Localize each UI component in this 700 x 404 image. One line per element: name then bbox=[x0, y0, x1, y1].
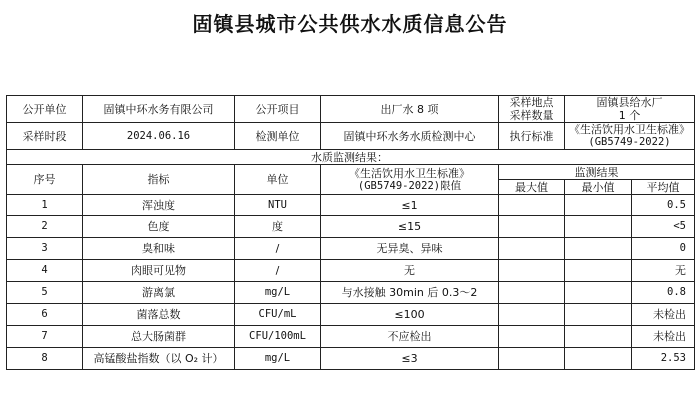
row-min bbox=[565, 216, 632, 238]
sampling-values bbox=[565, 96, 695, 123]
section-row bbox=[7, 150, 695, 165]
row-unit: / bbox=[235, 238, 321, 260]
standard-label: 执行标准 bbox=[499, 123, 565, 150]
row-index: 2 bbox=[7, 216, 83, 238]
row-min bbox=[565, 348, 632, 370]
row-indicator: 游离氯 bbox=[83, 282, 235, 304]
row-indicator: 浑浊度 bbox=[83, 195, 235, 216]
section-title: 水质监测结果： bbox=[7, 150, 695, 165]
row-avg: 无 bbox=[632, 260, 695, 282]
row-index: 5 bbox=[7, 282, 83, 304]
row-index: 8 bbox=[7, 348, 83, 370]
row-index: 6 bbox=[7, 304, 83, 326]
row-index: 4 bbox=[7, 260, 83, 282]
row-indicator: 肉眼可见物 bbox=[83, 260, 235, 282]
unit-label: 公开单位 bbox=[7, 96, 83, 123]
row-avg: 0 bbox=[632, 238, 695, 260]
time-value: 2024.06.16 bbox=[83, 123, 235, 150]
header-index: 序号 bbox=[7, 165, 83, 195]
row-max bbox=[499, 282, 565, 304]
row-min bbox=[565, 304, 632, 326]
test-unit-value: 固镇中环水务水质检测中心 bbox=[321, 123, 499, 150]
row-limit: ≤100 bbox=[321, 304, 499, 326]
header-row-1 bbox=[7, 165, 695, 180]
header-max: 最大值 bbox=[499, 180, 565, 195]
row-unit: CFU/mL bbox=[235, 304, 321, 326]
sampling-place-value: 固镇县给水厂 bbox=[596, 96, 663, 109]
table-row bbox=[7, 216, 695, 238]
project-value: 出厂水 8 项 bbox=[321, 96, 499, 123]
row-max bbox=[499, 304, 565, 326]
row-limit: ≤15 bbox=[321, 216, 499, 238]
header-min: 最小值 bbox=[565, 180, 632, 195]
header-limit bbox=[321, 165, 499, 195]
row-avg: 未检出 bbox=[632, 326, 695, 348]
header-avg: 平均值 bbox=[632, 180, 695, 195]
table-row bbox=[7, 282, 695, 304]
row-indicator: 臭和味 bbox=[83, 238, 235, 260]
sampling-place-label: 采样地点 bbox=[509, 96, 554, 109]
row-limit: 不应检出 bbox=[321, 326, 499, 348]
table-row bbox=[7, 238, 695, 260]
row-unit: mg/L bbox=[235, 348, 321, 370]
standard-value bbox=[565, 123, 695, 150]
table-row bbox=[7, 326, 695, 348]
info-row-2 bbox=[7, 123, 695, 150]
sampling-labels bbox=[499, 96, 565, 123]
row-max bbox=[499, 195, 565, 216]
table-row bbox=[7, 348, 695, 370]
header-monitoring: 监测结果 bbox=[499, 165, 695, 180]
header-limit-line2: (GB5749-2022)限值 bbox=[357, 179, 462, 192]
row-index: 3 bbox=[7, 238, 83, 260]
header-limit-line1: 《生活饮用水卫生标准》 bbox=[349, 166, 470, 180]
test-unit-label: 检测单位 bbox=[235, 123, 321, 150]
row-indicator: 高锰酸盐指数（以 O₂ 计） bbox=[83, 348, 235, 370]
row-avg: 未检出 bbox=[632, 304, 695, 326]
row-max bbox=[499, 260, 565, 282]
time-label: 采样时段 bbox=[7, 123, 83, 150]
row-min bbox=[565, 282, 632, 304]
row-indicator: 菌落总数 bbox=[83, 304, 235, 326]
row-max bbox=[499, 326, 565, 348]
row-unit: NTU bbox=[235, 195, 321, 216]
table-row bbox=[7, 304, 695, 326]
header-indicator: 指标 bbox=[83, 165, 235, 195]
water-quality-table bbox=[6, 95, 695, 370]
standard-value-line2: (GB5749-2022) bbox=[588, 136, 671, 148]
table-row bbox=[7, 260, 695, 282]
row-indicator: 总大肠菌群 bbox=[83, 326, 235, 348]
row-limit: ≤3 bbox=[321, 348, 499, 370]
sampling-count-label: 采样数量 bbox=[509, 109, 554, 122]
row-limit: 无 bbox=[321, 260, 499, 282]
sampling-count-value: 1 个 bbox=[618, 109, 641, 122]
row-unit: mg/L bbox=[235, 282, 321, 304]
standard-value-line1: 《生活饮用水卫生标准》 bbox=[569, 123, 690, 136]
row-min bbox=[565, 238, 632, 260]
row-unit: 度 bbox=[235, 216, 321, 238]
row-unit: CFU/100mL bbox=[235, 326, 321, 348]
row-avg: 2.53 bbox=[632, 348, 695, 370]
row-indicator: 色度 bbox=[83, 216, 235, 238]
row-limit: 与水接触 30min 后 0.3～2 bbox=[321, 282, 499, 304]
unit-value: 固镇中环水务有限公司 bbox=[83, 96, 235, 123]
row-index: 1 bbox=[7, 195, 83, 216]
row-unit: / bbox=[235, 260, 321, 282]
row-index: 7 bbox=[7, 326, 83, 348]
row-avg: <5 bbox=[632, 216, 695, 238]
row-limit: ≤1 bbox=[321, 195, 499, 216]
row-limit: 无异臭、异味 bbox=[321, 238, 499, 260]
row-min bbox=[565, 260, 632, 282]
table-row bbox=[7, 195, 695, 216]
row-min bbox=[565, 326, 632, 348]
row-avg: 0.5 bbox=[632, 195, 695, 216]
header-unit: 单位 bbox=[235, 165, 321, 195]
row-avg: 0.8 bbox=[632, 282, 695, 304]
project-label: 公开项目 bbox=[235, 96, 321, 123]
row-max bbox=[499, 216, 565, 238]
row-max bbox=[499, 238, 565, 260]
row-max bbox=[499, 348, 565, 370]
info-row-1 bbox=[7, 96, 695, 123]
row-min bbox=[565, 195, 632, 216]
page-title: 固镇县城市公共供水水质信息公告 bbox=[192, 12, 508, 36]
